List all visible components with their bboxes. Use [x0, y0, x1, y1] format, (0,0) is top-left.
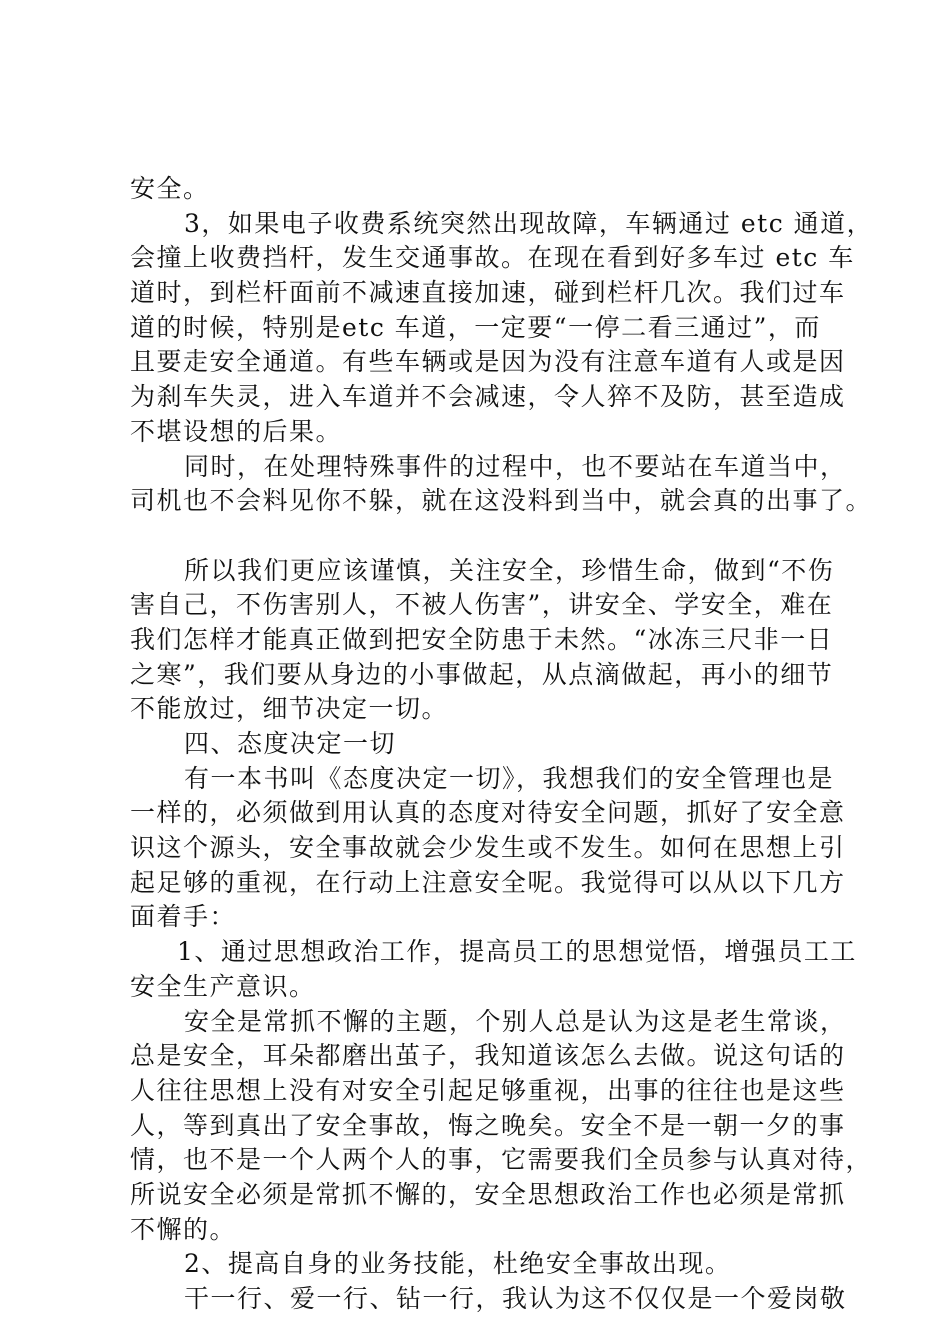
- text-line: 会撞上收费挡杆，发生交通事故。在现在看到好多车过 etc 车: [130, 243, 855, 273]
- text-line: 起足够的重视，在行动上注意安全呢。我觉得可以从以下几方: [130, 867, 846, 897]
- text-line: 我们怎样才能真正做到把安全防患于未然。“冰冻三尺非一日: [130, 624, 834, 654]
- text-line: 道的时候，特别是etc 车道，一定要“一停二看三通过”，而: [130, 312, 821, 342]
- text-line: 司机也不会料见你不躲，就在这没料到当中，就会真的出事了。: [130, 486, 873, 516]
- text-line: 所说安全必须是常抓不懈的，安全思想政治工作也必须是常抓: [130, 1179, 846, 1209]
- section-heading: 四、态度决定一切: [184, 729, 397, 758]
- text-line: 安全。: [130, 174, 210, 203]
- text-line: 道时，到栏杆面前不减速直接加速，碰到栏杆几次。我们过车: [130, 278, 846, 308]
- text-line: 所以我们更应该谨慎，关注安全，珍惜生命，做到“不伤: [184, 555, 835, 585]
- text-line: 识这个源头，安全事故就会少发生或不发生。如何在思想上引: [130, 833, 846, 863]
- text-line: 一样的，必须做到用认真的态度对待安全问题，抓好了安全意: [130, 798, 846, 828]
- text-line: 同时，在处理特殊事件的过程中，也不要站在车道当中，: [184, 451, 847, 481]
- text-line: 3，如果电子收费系统突然出现故障，车辆通过 etc 通道，: [184, 208, 874, 238]
- text-line: 人往往思想上没有对安全引起足够重视，出事的往往也是这些: [130, 1075, 846, 1105]
- text-line: 不懈的。: [130, 1214, 237, 1244]
- text-line: 且要走安全通道。有些车辆或是因为没有注意车道有人或是因: [130, 347, 846, 377]
- text-line: 不能放过，细节决定一切。: [130, 694, 449, 724]
- text-line: 为刹车失灵，进入车道并不会减速，令人猝不及防，甚至造成: [130, 382, 846, 412]
- text-line: 之寒”，我们要从身边的小事做起，从点滴做起，再小的细节: [130, 659, 834, 689]
- text-line: 人，等到真出了安全事故，悔之晚矣。安全不是一朝一夕的事: [130, 1110, 846, 1140]
- text-line: 总是安全，耳朵都磨出茧子，我知道该怎么去做。说这句话的: [130, 1041, 846, 1071]
- document-body: [130, 172, 874, 1317]
- text-line: 不堪设想的后果。: [130, 416, 343, 446]
- text-line: 有一本书叫《态度决定一切》，我想我们的安全管理也是: [184, 763, 835, 793]
- text-line: 情，也不是一个人两个人的事，它需要我们全员参与认真对待，: [130, 1145, 873, 1175]
- text-line: 2、提高自身的业务技能，杜绝安全事故出现。: [184, 1249, 732, 1279]
- paragraph-gap: [130, 519, 850, 554]
- text-line: 1、通过思想政治工作，提高员工的思想觉悟，增强员工工: [177, 937, 857, 967]
- text-line: 面着手：: [130, 902, 237, 932]
- text-line: 安全是常抓不懈的主题，个别人总是认为这是老生常谈，: [184, 1006, 847, 1036]
- text-line: 害自己，不伤害别人，不被人伤害”，讲安全、学安全，难在: [130, 590, 834, 620]
- text-line: 安全生产意识。: [130, 971, 316, 1001]
- text-line: 干一行、爱一行、钻一行，我认为这不仅仅是一个爱岗敬: [184, 1284, 847, 1313]
